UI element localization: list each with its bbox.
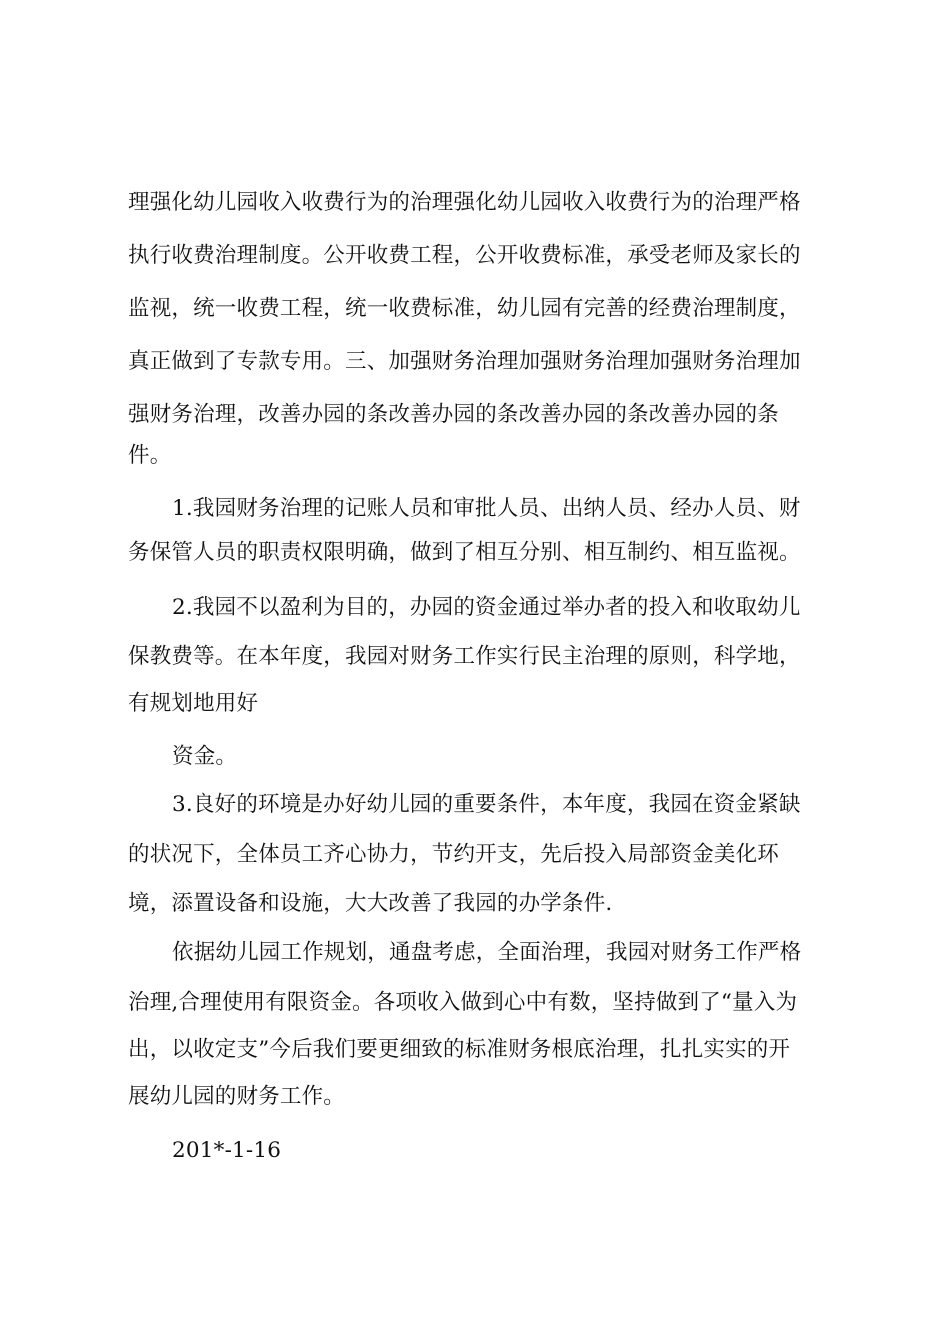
- paragraph-1-line-3: 监视，统一收费工程，统一收费标准，幼儿园有完善的经费治理制度，: [128, 296, 801, 321]
- paragraph-6-line-4: 展幼儿园的财务工作。: [128, 1084, 346, 1109]
- paragraph-5-line-3: 境，添置设备和设施，大大改善了我园的办学条件.: [128, 891, 613, 916]
- paragraph-2-line-1: 1.我园财务治理的记账人员和审批人员、出纳人员、经办人员、财: [172, 496, 801, 521]
- paragraph-3-line-3: 有规划地用好: [128, 691, 259, 716]
- paragraph-5-line-2: 的状况下，全体员工齐心协力，节约开支，先后投入局部资金美化环: [128, 842, 780, 867]
- paragraph-1-line-4: 真正做到了专款专用。三、加强财务治理加强财务治理加强财务治理加: [128, 349, 801, 374]
- paragraph-2-line-2: 务保管人员的职责权限明确，做到了相互分别、相互制约、相互监视。: [128, 540, 801, 565]
- paragraph-3-line-2: 保教费等。在本年度，我园对财务工作实行民主治理的原则，科学地，: [128, 644, 801, 669]
- paragraph-1-line-6: 件。: [128, 443, 172, 468]
- paragraph-1-line-1: 理强化幼儿园收入收费行为的治理强化幼儿园收入收费行为的治理严格: [128, 190, 801, 215]
- paragraph-6-line-3: 出，以收定支”今后我们要更细致的标准财务根底治理，扎扎实实的开: [128, 1037, 791, 1062]
- paragraph-4-line-1: 资金。: [172, 744, 238, 769]
- paragraph-5-line-1: 3.良好的环境是办好幼儿园的重要条件，本年度，我园在资金紧缺: [172, 792, 801, 817]
- paragraph-6-line-1: 依据幼儿园工作规划，通盘考虑，全面治理，我园对财务工作严格: [172, 940, 802, 965]
- paragraph-1-line-2: 执行收费治理制度。公开收费工程，公开收费标准，承受老师及家长的: [128, 243, 801, 268]
- document-date: 201*-1-16: [172, 1138, 282, 1163]
- paragraph-1-line-5: 强财务治理，改善办园的条改善办园的条改善办园的条改善办园的条: [128, 402, 780, 427]
- paragraph-3-line-1: 2.我园不以盈利为目的，办园的资金通过举办者的投入和收取幼儿: [172, 595, 801, 620]
- paragraph-6-line-2: 治理,合理使用有限资金。各项收入做到心中有数，坚持做到了“量入为: [128, 990, 798, 1015]
